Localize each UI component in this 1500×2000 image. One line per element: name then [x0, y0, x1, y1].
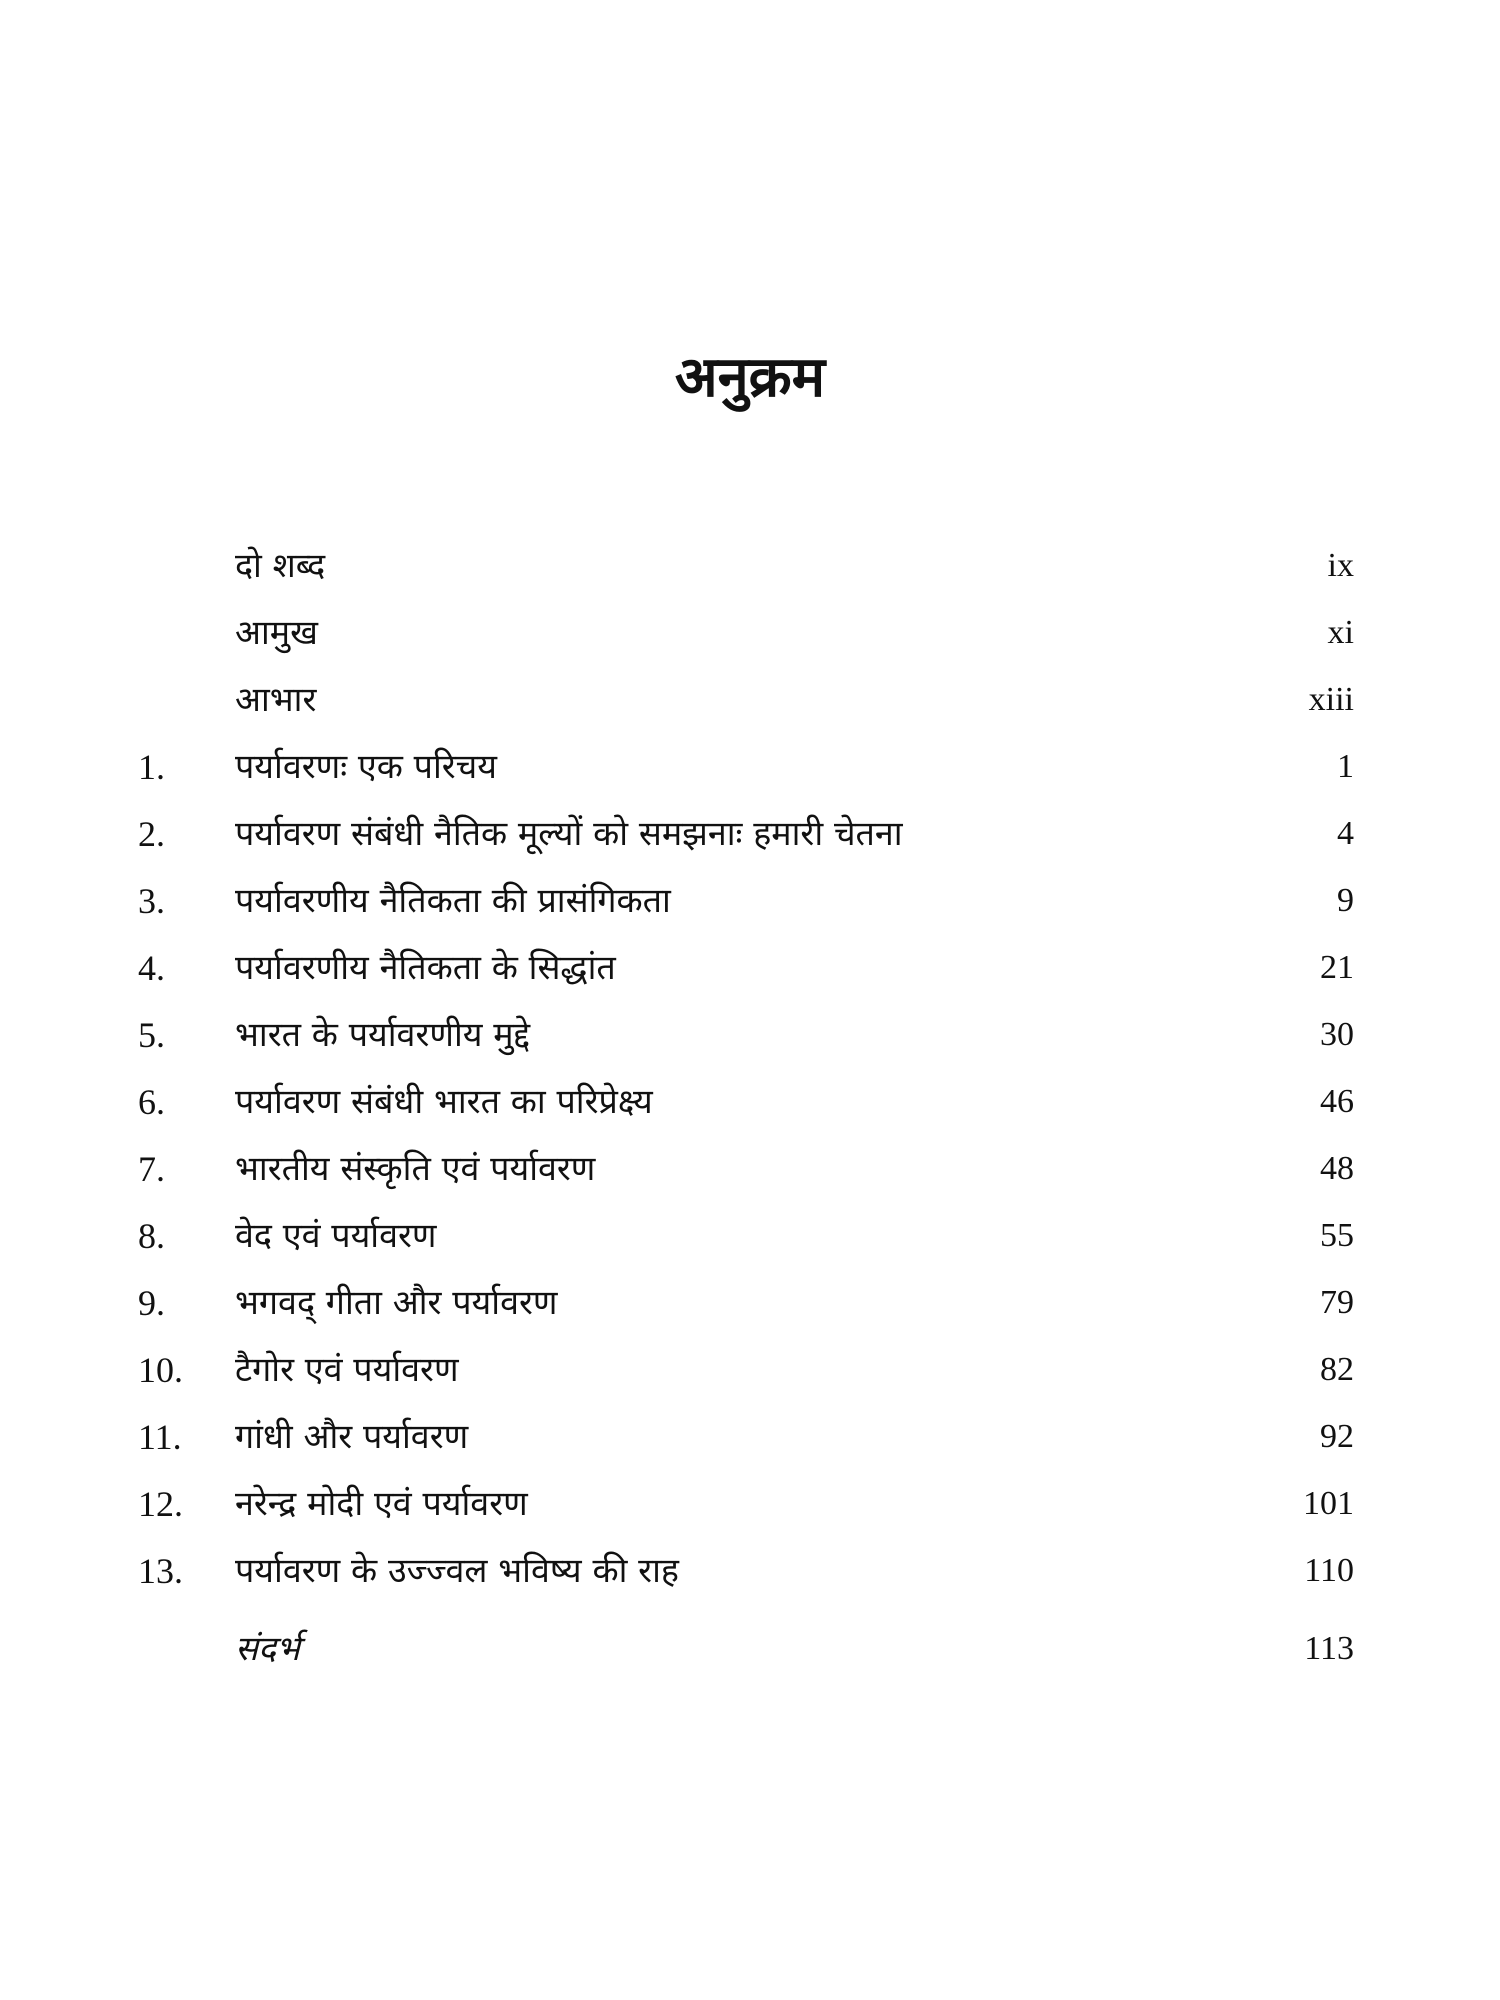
toc-entry-title: दो शब्द	[235, 546, 326, 586]
toc-entry	[0, 1072, 1500, 1132]
toc-entry	[0, 938, 1500, 998]
toc-entry	[0, 670, 1500, 730]
toc-entry-page: 4	[1337, 815, 1354, 852]
toc-entry	[0, 1541, 1500, 1601]
toc-entry	[0, 737, 1500, 797]
toc-entry-title: भारत के पर्यावरणीय मुद्दे	[235, 1015, 531, 1055]
toc-entry-number: 12.	[138, 1484, 183, 1524]
toc-entry-page: xiii	[1308, 681, 1354, 718]
toc-entry-title: पर्यावरणः एक परिचय	[235, 747, 497, 787]
page-title: अनुक्रम	[674, 345, 826, 410]
toc-entry	[0, 804, 1500, 864]
toc-entry	[0, 1273, 1500, 1333]
toc-entry-number: 13.	[138, 1551, 183, 1591]
toc-entry-page: 55	[1320, 1217, 1354, 1254]
toc-entry-page: 101	[1303, 1485, 1354, 1522]
toc-entry-page: ix	[1327, 547, 1354, 584]
toc-entry-number: 6.	[138, 1082, 165, 1122]
toc-entry-title: आमुख	[235, 613, 318, 653]
toc-entry-title: पर्यावरण संबंधी भारत का परिप्रेक्ष्य	[235, 1082, 653, 1122]
toc-entry-page: 46	[1320, 1083, 1354, 1120]
toc-entry-number: 5.	[138, 1015, 165, 1055]
toc-entry-title: भगवद् गीता और पर्यावरण	[235, 1283, 558, 1323]
toc-entry	[0, 1206, 1500, 1266]
toc-entry-number: 3.	[138, 881, 165, 921]
toc-entry-title: आभार	[235, 680, 317, 720]
toc-entry-title: पर्यावरण संबंधी नैतिक मूल्यों को समझनाः हमारी चेतना	[235, 814, 903, 854]
toc-entry-page: xi	[1327, 614, 1354, 651]
toc-entry	[0, 1340, 1500, 1400]
toc-entry	[0, 1474, 1500, 1534]
toc-entry-title: टैगोर एवं पर्यावरण	[235, 1350, 459, 1390]
toc-entry-title: पर्यावरण के उज्ज्वल भविष्य की राह	[235, 1551, 679, 1591]
toc-entry-title: भारतीय संस्कृति एवं पर्यावरण	[235, 1149, 596, 1189]
toc-entry	[0, 871, 1500, 931]
toc-entry-page: 92	[1320, 1418, 1354, 1455]
toc-entry-title: पर्यावरणीय नैतिकता की प्रासंगिकता	[235, 881, 671, 921]
toc-entry-number: 10.	[138, 1350, 183, 1390]
toc-entry	[0, 1005, 1500, 1065]
toc-entry-page: 1	[1337, 748, 1354, 785]
toc-entry-title: पर्यावरणीय नैतिकता के सिद्धांत	[235, 948, 616, 988]
toc-entry-title: वेद एवं पर्यावरण	[235, 1216, 437, 1256]
toc-entry-page: 9	[1337, 882, 1354, 919]
toc-entry-page: 82	[1320, 1351, 1354, 1388]
toc-entry-page: 30	[1320, 1016, 1354, 1053]
toc-entry-number: 2.	[138, 814, 165, 854]
toc-entry-title: गांधी और पर्यावरण	[235, 1417, 469, 1457]
toc-entry	[0, 1139, 1500, 1199]
toc-entry-page: 79	[1320, 1284, 1354, 1321]
toc-entry-title: संदर्भ	[235, 1629, 300, 1669]
toc-entry	[0, 603, 1500, 663]
toc-entry-page: 113	[1304, 1630, 1354, 1667]
toc-entry-title: नरेन्द्र मोदी एवं पर्यावरण	[235, 1484, 528, 1524]
toc-entry-number: 11.	[138, 1417, 182, 1457]
toc-entry	[0, 536, 1500, 596]
toc-entry-page: 110	[1304, 1552, 1354, 1589]
toc-entry	[0, 1619, 1500, 1679]
toc-entry-number: 8.	[138, 1216, 165, 1256]
toc-entry-number: 7.	[138, 1149, 165, 1189]
toc-entry-number: 4.	[138, 948, 165, 988]
toc-entry-number: 1.	[138, 747, 165, 787]
toc-entry-page: 48	[1320, 1150, 1354, 1187]
toc-entry	[0, 1407, 1500, 1467]
toc-entry-number: 9.	[138, 1283, 165, 1323]
toc-entry-page: 21	[1320, 949, 1354, 986]
